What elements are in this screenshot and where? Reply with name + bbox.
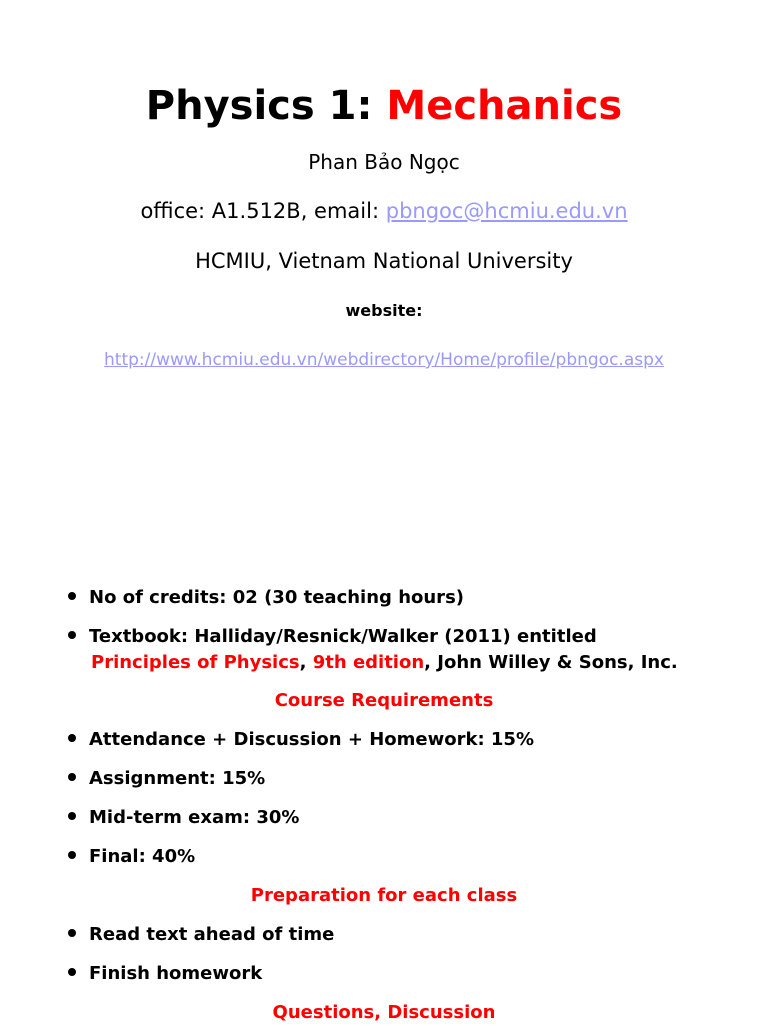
page-title [0, 78, 768, 134]
office-line [0, 196, 768, 226]
list-item [68, 805, 299, 831]
textbook-separator: , [299, 652, 307, 673]
title-highlight: Mechanics [386, 83, 623, 129]
preparation-heading: Preparation for each class [250, 885, 518, 906]
bullet-icon [68, 851, 76, 859]
list-item [68, 844, 195, 870]
website-label: website: [345, 301, 423, 320]
credits-item [68, 585, 464, 611]
requirement-text: Mid-term exam: 30% [89, 807, 300, 828]
textbook-text: Textbook: Halliday/Resnick/Walker (2011) entitled [89, 626, 597, 647]
textbook-publisher: , John Willey & Sons, Inc. [424, 652, 678, 673]
bullet-icon [68, 631, 76, 639]
requirement-text: Assignment: 15% [89, 768, 266, 789]
textbook-title: Principles of Physics [91, 652, 300, 673]
list-item [68, 766, 265, 792]
website-link[interactable]: http://www.hcmiu.edu.vn/webdirectory/Home/profile/pbngoc.aspx [104, 350, 664, 370]
preparation-text: Finish homework [89, 963, 263, 984]
bullet-icon [68, 592, 76, 600]
bullet-icon [68, 968, 76, 976]
list-item [68, 727, 534, 753]
questions-heading: Questions, Discussion [272, 1002, 496, 1023]
bullet-icon [68, 734, 76, 742]
requirement-text: Attendance + Discussion + Homework: 15% [89, 729, 534, 750]
preparation-text: Read text ahead of time [89, 924, 335, 945]
requirements-heading: Course Requirements [274, 690, 494, 711]
office-label: office: A1.512B, email: [140, 199, 380, 223]
textbook-edition: 9th edition [312, 652, 425, 673]
author-name: Phan Bảo Ngọc [308, 150, 460, 174]
bullet-icon [68, 812, 76, 820]
textbook-item [68, 624, 597, 650]
university-name: HCMIU, Vietnam National University [195, 249, 573, 273]
credits-text: No of credits: 02 (30 teaching hours) [89, 587, 465, 608]
bullet-icon [68, 929, 76, 937]
textbook-details [91, 650, 678, 676]
list-item [68, 961, 262, 987]
email-link[interactable]: pbngoc@hcmiu.edu.vn [385, 199, 628, 223]
bullet-icon [68, 773, 76, 781]
requirement-text: Final: 40% [89, 846, 196, 867]
list-item [68, 922, 334, 948]
title-prefix: Physics 1: [145, 83, 373, 129]
